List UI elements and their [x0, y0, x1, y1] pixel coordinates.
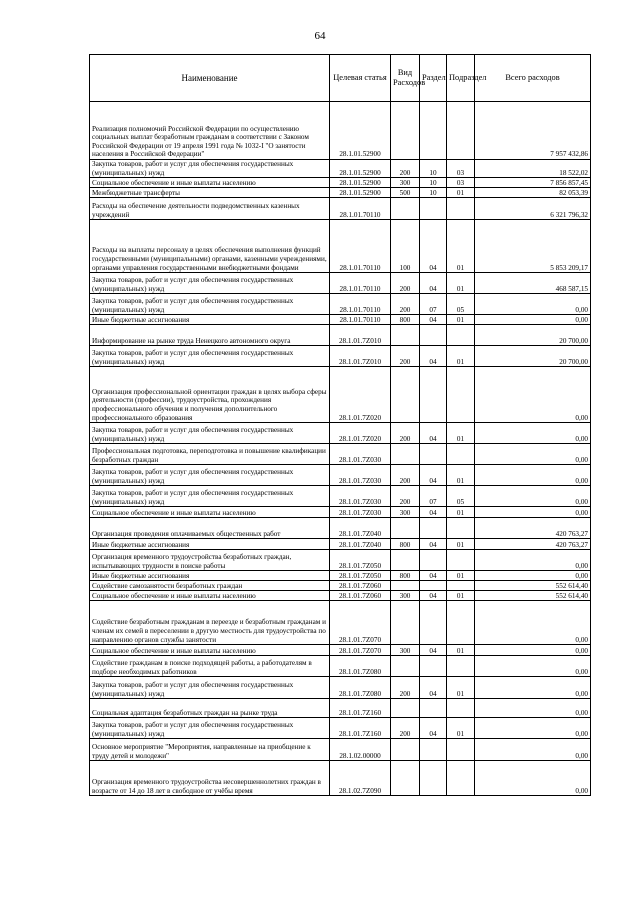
row-razdel: 10 [420, 178, 447, 188]
row-razdel [420, 739, 447, 761]
table-row [90, 273, 591, 294]
row-razdel: 04 [420, 423, 447, 444]
table-row [90, 178, 591, 188]
table-row [90, 739, 591, 761]
row-vid: 500 [391, 188, 420, 198]
row-vid: 800 [391, 315, 420, 325]
row-vid: 200 [391, 294, 420, 315]
row-razdel: 04 [420, 346, 447, 367]
row-name: Иные бюджетные ассигнования [90, 315, 330, 325]
row-total: 82 053,39 [475, 188, 591, 198]
row-razdel [420, 761, 447, 796]
row-name: Иные бюджетные ассигнования [90, 539, 330, 550]
row-total: 552 614,40 [475, 581, 591, 591]
row-name: Информирование на рынке труда Ненецкого автономного округа [90, 325, 330, 346]
row-total: 7 856 857,45 [475, 178, 591, 188]
row-podrazdel: 01 [447, 220, 475, 273]
row-name: Закупка товаров, работ и услуг для обеспечения государственных (муниципальных) нужд [90, 718, 330, 739]
row-name: Закупка товаров, работ и услуг для обеспечения государственных (муниципальных) нужд [90, 677, 330, 699]
row-podrazdel [447, 761, 475, 796]
row-total: 7 957 432,86 [475, 102, 591, 160]
row-vid: 300 [391, 178, 420, 188]
row-name: Профессиональная подготовка, переподготовка и повышение квалификации безработных граждан [90, 444, 330, 465]
row-name: Иные бюджетные ассигнования [90, 571, 330, 581]
row-name: Организация временного трудоустройства несовершеннолетних граждан в возрасте от 14 до 18 лет в свободное от учёбы время [90, 761, 330, 796]
budget-table [89, 54, 591, 796]
row-razdel [420, 550, 447, 571]
row-razdel: 07 [420, 294, 447, 315]
row-target: 28.1.01.7Z080 [330, 656, 391, 677]
row-vid [391, 656, 420, 677]
row-vid: 100 [391, 220, 420, 273]
row-total: 0,00 [475, 315, 591, 325]
row-vid: 200 [391, 160, 420, 178]
row-razdel: 04 [420, 645, 447, 656]
table-row [90, 423, 591, 444]
row-target: 28.1.01.7Z070 [330, 645, 391, 656]
row-podrazdel [447, 367, 475, 423]
row-vid [391, 367, 420, 423]
row-razdel: 04 [420, 507, 447, 518]
table-row [90, 718, 591, 739]
table-row [90, 486, 591, 507]
table-row [90, 601, 591, 645]
row-name: Организация профессиональной ориентации граждан в целях выбора сферы деятельности (профессии), трудоустройства, прохождения профессионального обучения и получения дополнительного профессионального образования [90, 367, 330, 423]
row-razdel [420, 581, 447, 591]
row-name: Содействие гражданам в поиске подходящей работы, а работодателям в подборе необходимых работников [90, 656, 330, 677]
table-row [90, 645, 591, 656]
row-razdel [420, 601, 447, 645]
row-vid [391, 102, 420, 160]
row-target: 28.1.01.7Z060 [330, 591, 391, 601]
row-total: 0,00 [475, 423, 591, 444]
row-name: Социальное обеспечение и иные выплаты населению [90, 591, 330, 601]
row-target: 28.1.01.70110 [330, 198, 391, 220]
row-total: 0,00 [475, 677, 591, 699]
table-row [90, 444, 591, 465]
row-vid: 800 [391, 539, 420, 550]
row-total: 420 763,27 [475, 518, 591, 539]
row-target: 28.1.01.7Z050 [330, 571, 391, 581]
row-razdel: 04 [420, 273, 447, 294]
row-name: Закупка товаров, работ и услуг для обеспечения государственных (муниципальных) нужд [90, 294, 330, 315]
row-total: 0,00 [475, 656, 591, 677]
row-podrazdel: 03 [447, 160, 475, 178]
row-razdel [420, 325, 447, 346]
row-total: 0,00 [475, 761, 591, 796]
row-total: 0,00 [475, 739, 591, 761]
table-row [90, 465, 591, 486]
table-row [90, 102, 591, 160]
row-total: 420 763,27 [475, 539, 591, 550]
table-row [90, 315, 591, 325]
row-vid: 200 [391, 346, 420, 367]
table-row [90, 160, 591, 178]
table-row [90, 367, 591, 423]
row-target: 28.1.02.7Z090 [330, 761, 391, 796]
row-podrazdel: 01 [447, 423, 475, 444]
row-target: 28.1.01.7Z030 [330, 444, 391, 465]
row-name: Социальное обеспечение и иные выплаты населению [90, 507, 330, 518]
header-name: Наименование [90, 55, 330, 102]
row-podrazdel: 01 [447, 645, 475, 656]
table-row [90, 656, 591, 677]
row-razdel [420, 198, 447, 220]
row-total: 0,00 [475, 601, 591, 645]
row-podrazdel: 01 [447, 507, 475, 518]
row-vid [391, 325, 420, 346]
row-target: 28.1.01.7Z050 [330, 550, 391, 571]
row-podrazdel: 01 [447, 273, 475, 294]
row-total: 0,00 [475, 550, 591, 571]
table-body [90, 102, 591, 796]
row-razdel: 04 [420, 465, 447, 486]
table-row [90, 539, 591, 550]
row-podrazdel [447, 699, 475, 718]
row-target: 28.1.01.7Z070 [330, 601, 391, 645]
row-target: 28.1.01.70110 [330, 294, 391, 315]
row-podrazdel [447, 518, 475, 539]
row-podrazdel: 01 [447, 188, 475, 198]
row-target: 28.1.01.7Z160 [330, 699, 391, 718]
row-podrazdel: 01 [447, 346, 475, 367]
row-total: 20 700,00 [475, 346, 591, 367]
table-row [90, 581, 591, 591]
table-row [90, 325, 591, 346]
row-vid: 200 [391, 273, 420, 294]
row-target: 28.1.01.70110 [330, 315, 391, 325]
row-razdel [420, 518, 447, 539]
row-razdel: 07 [420, 486, 447, 507]
row-name: Содействие безработным гражданам в переезде и безработным гражданам и членам их семей в переселении в другую местность для трудоустройства по направлению органов службы занятости [90, 601, 330, 645]
row-name: Социальная адаптация безработных граждан на рынке труда [90, 699, 330, 718]
row-vid [391, 581, 420, 591]
row-total: 468 587,15 [475, 273, 591, 294]
row-podrazdel: 01 [447, 677, 475, 699]
row-total: 0,00 [475, 486, 591, 507]
header-total: Всего расходов [475, 55, 591, 102]
row-name: Закупка товаров, работ и услуг для обеспечения государственных (муниципальных) нужд [90, 346, 330, 367]
table-row [90, 188, 591, 198]
header-razdel: Раздел [420, 55, 447, 102]
row-razdel: 04 [420, 539, 447, 550]
page-number: 64 [314, 30, 326, 42]
row-podrazdel [447, 581, 475, 591]
row-target: 28.1.01.70110 [330, 220, 391, 273]
row-total: 552 614,40 [475, 591, 591, 601]
row-total: 0,00 [475, 465, 591, 486]
row-vid [391, 699, 420, 718]
row-target: 28.1.01.7Z060 [330, 581, 391, 591]
row-total: 6 321 796,32 [475, 198, 591, 220]
row-target: 28.1.01.7Z160 [330, 718, 391, 739]
row-total: 0,00 [475, 571, 591, 581]
row-target: 28.1.01.52900 [330, 178, 391, 188]
table-row [90, 699, 591, 718]
row-target: 28.1.01.70110 [330, 273, 391, 294]
row-target: 28.1.01.7Z030 [330, 486, 391, 507]
row-total: 0,00 [475, 718, 591, 739]
row-podrazdel [447, 656, 475, 677]
row-podrazdel: 03 [447, 178, 475, 188]
row-podrazdel: 05 [447, 294, 475, 315]
row-razdel [420, 656, 447, 677]
table-row [90, 591, 591, 601]
row-razdel: 04 [420, 591, 447, 601]
row-name: Закупка товаров, работ и услуг для обеспечения государственных (муниципальных) нужд [90, 465, 330, 486]
row-total: 18 522,02 [475, 160, 591, 178]
row-vid: 300 [391, 591, 420, 601]
table-row [90, 518, 591, 539]
row-vid [391, 739, 420, 761]
row-name: Расходы на выплаты персоналу в целях обеспечения выполнения функций государственными (муниципальными) органами, казенными учреждениями, органами управления государственными внебюджетными фондами [90, 220, 330, 273]
row-podrazdel [447, 601, 475, 645]
row-podrazdel [447, 198, 475, 220]
row-vid: 300 [391, 507, 420, 518]
row-total: 20 700,00 [475, 325, 591, 346]
table-row [90, 294, 591, 315]
row-name: Реализация полномочий Российской Федерации по осуществлению социальных выплат безработным гражданам в соответствии с Законом Российской Федерации от 19 апреля 1991 года № 1032-I "О занятости населения в Российской Федерации" [90, 102, 330, 160]
row-vid: 200 [391, 677, 420, 699]
row-podrazdel: 05 [447, 486, 475, 507]
row-podrazdel: 01 [447, 315, 475, 325]
row-name: Социальное обеспечение и иные выплаты населению [90, 645, 330, 656]
row-name: Закупка товаров, работ и услуг для обеспечения государственных (муниципальных) нужд [90, 486, 330, 507]
row-name: Основное мероприятие "Мероприятия, направленные на приобщение к труду детей и молодежи" [90, 739, 330, 761]
row-podrazdel: 01 [447, 718, 475, 739]
table-row [90, 761, 591, 796]
row-total: 0,00 [475, 294, 591, 315]
table-row [90, 677, 591, 699]
row-razdel: 04 [420, 571, 447, 581]
row-name: Межбюджетные трансферты [90, 188, 330, 198]
row-name: Расходы на обеспечение деятельности подведомственных казенных учреждений [90, 198, 330, 220]
row-podrazdel: 01 [447, 591, 475, 601]
row-target: 28.1.01.52900 [330, 188, 391, 198]
row-vid [391, 550, 420, 571]
row-target: 28.1.01.52900 [330, 160, 391, 178]
row-total: 0,00 [475, 444, 591, 465]
row-target: 28.1.02.00000 [330, 739, 391, 761]
row-name: Закупка товаров, работ и услуг для обеспечения государственных (муниципальных) нужд [90, 160, 330, 178]
row-razdel [420, 444, 447, 465]
header-vid: Вид Расходов [391, 55, 420, 102]
row-total: 0,00 [475, 645, 591, 656]
row-razdel: 04 [420, 677, 447, 699]
row-vid: 200 [391, 486, 420, 507]
row-target: 28.1.01.7Z020 [330, 423, 391, 444]
row-target: 28.1.01.7Z080 [330, 677, 391, 699]
row-vid: 200 [391, 465, 420, 486]
row-vid: 300 [391, 645, 420, 656]
row-target: 28.1.01.7Z010 [330, 325, 391, 346]
row-target: 28.1.01.7Z040 [330, 518, 391, 539]
header-podrazdel: Подраздел [447, 55, 475, 102]
table-row [90, 346, 591, 367]
row-razdel [420, 102, 447, 160]
row-name: Организация проведения оплачиваемых общественных работ [90, 518, 330, 539]
row-total: 0,00 [475, 367, 591, 423]
row-razdel: 10 [420, 188, 447, 198]
table-row [90, 571, 591, 581]
row-podrazdel: 01 [447, 571, 475, 581]
row-vid [391, 444, 420, 465]
row-podrazdel [447, 102, 475, 160]
row-vid [391, 518, 420, 539]
row-vid [391, 761, 420, 796]
row-vid: 800 [391, 571, 420, 581]
row-podrazdel [447, 550, 475, 571]
row-podrazdel [447, 325, 475, 346]
row-podrazdel [447, 444, 475, 465]
table-row [90, 507, 591, 518]
row-podrazdel [447, 739, 475, 761]
row-name: Закупка товаров, работ и услуг для обеспечения государственных (муниципальных) нужд [90, 273, 330, 294]
row-name: Социальное обеспечение и иные выплаты населению [90, 178, 330, 188]
row-razdel: 04 [420, 315, 447, 325]
row-razdel: 04 [420, 718, 447, 739]
row-name: Организация временного трудоустройства безработных граждан, испытывающих трудности в поиске работы [90, 550, 330, 571]
row-vid [391, 601, 420, 645]
row-vid [391, 198, 420, 220]
row-razdel [420, 699, 447, 718]
row-vid: 200 [391, 423, 420, 444]
row-razdel: 04 [420, 220, 447, 273]
header-target: Целевая статья [330, 55, 391, 102]
row-target: 28.1.01.7Z030 [330, 465, 391, 486]
row-total: 0,00 [475, 507, 591, 518]
row-name: Содействие самозанятости безработных граждан [90, 581, 330, 591]
table-row [90, 220, 591, 273]
row-vid: 200 [391, 718, 420, 739]
row-podrazdel: 01 [447, 465, 475, 486]
row-target: 28.1.01.7Z020 [330, 367, 391, 423]
row-target: 28.1.01.52900 [330, 102, 391, 160]
row-target: 28.1.01.7Z010 [330, 346, 391, 367]
row-target: 28.1.01.7Z030 [330, 507, 391, 518]
row-razdel [420, 367, 447, 423]
row-total: 5 853 209,17 [475, 220, 591, 273]
row-name: Закупка товаров, работ и услуг для обеспечения государственных (муниципальных) нужд [90, 423, 330, 444]
row-total: 0,00 [475, 699, 591, 718]
table-row [90, 198, 591, 220]
row-podrazdel: 01 [447, 539, 475, 550]
table-row [90, 550, 591, 571]
row-razdel: 10 [420, 160, 447, 178]
row-target: 28.1.01.7Z040 [330, 539, 391, 550]
